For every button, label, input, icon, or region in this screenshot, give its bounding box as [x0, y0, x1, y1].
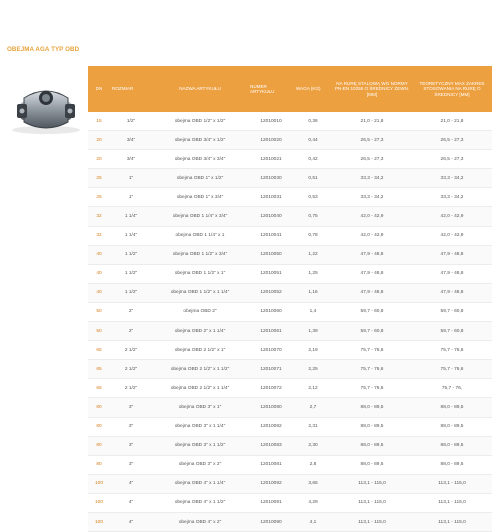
table-row	[88, 398, 492, 417]
cell-dn: 100	[88, 512, 110, 531]
cell-pipe: 88,0 - 89,5	[332, 417, 412, 436]
cell-pipe: 59,7 - 60,8	[332, 322, 412, 341]
cell-name: obejma OBD 4" x 2"	[152, 512, 248, 531]
cell-pipe: 88,0 - 89,5	[332, 436, 412, 455]
cell-name: obejma OBD 1 1/4" x 1	[152, 226, 248, 245]
cell-dn: 80	[88, 417, 110, 436]
cell-number: 12010083	[248, 436, 294, 455]
cell-pipe: 47,9 - 48,8	[332, 245, 412, 264]
table-row	[88, 512, 492, 531]
cell-weight: 0,42	[294, 150, 332, 169]
cell-pipe: 33,3 - 34,2	[332, 188, 412, 207]
cell-theoretical: 42,0 - 42,9	[412, 226, 492, 245]
cell-weight: 1,39	[294, 322, 332, 341]
cell-size: 4"	[110, 512, 152, 531]
cell-name: obejma OBD 1 1/2" x 1 1/4"	[152, 283, 248, 302]
cell-size: 1/2"	[110, 112, 152, 131]
cell-theoretical: 113,1 - 115,0	[412, 493, 492, 512]
cell-number: 12010061	[248, 322, 294, 341]
cell-name: obejma OBD 4" x 1 1/4"	[152, 474, 248, 493]
pipe-clamp-image	[6, 80, 86, 136]
cell-number: 12010091	[248, 493, 294, 512]
cell-number: 12010051	[248, 264, 294, 283]
cell-theoretical: 33,3 - 34,2	[412, 169, 492, 188]
cell-theoretical: 75,7 - 76,	[412, 379, 492, 398]
cell-size: 4"	[110, 474, 152, 493]
cell-number: 12010060	[248, 302, 294, 321]
table-row	[88, 283, 492, 302]
cell-number: 12010040	[248, 207, 294, 226]
col-size: ROZMIAR	[110, 66, 152, 112]
col-pipe: NA RURĘ STALOWĄ WG NORMY PN-EN 10255 O ŚREDNICY ZEWN. [MM]	[332, 66, 412, 112]
cell-size: 2 1/2"	[110, 341, 152, 360]
cell-size: 1 1/2"	[110, 283, 152, 302]
cell-theoretical: 47,9 - 48,8	[412, 264, 492, 283]
cell-theoretical: 113,1 - 115,0	[412, 512, 492, 531]
cell-size: 2 1/2"	[110, 379, 152, 398]
cell-pipe: 26,5 - 27,3	[332, 150, 412, 169]
table-row	[88, 302, 492, 321]
cell-pipe: 75,7 - 76,6	[332, 360, 412, 379]
cell-name: obejma OBD 3/4" x 3/4"	[152, 150, 248, 169]
cell-size: 1"	[110, 188, 152, 207]
cell-dn: 80	[88, 455, 110, 474]
cell-number: 12010070	[248, 341, 294, 360]
cell-dn: 40	[88, 283, 110, 302]
cell-dn: 15	[88, 112, 110, 131]
cell-number: 12010081	[248, 455, 294, 474]
cell-theoretical: 88,0 - 89,5	[412, 398, 492, 417]
table-row	[88, 493, 492, 512]
cell-weight: 1,16	[294, 283, 332, 302]
table-row	[88, 379, 492, 398]
cell-dn: 80	[88, 398, 110, 417]
cell-weight: 0,53	[294, 188, 332, 207]
cell-theoretical: 33,3 - 34,2	[412, 188, 492, 207]
cell-theoretical: 59,7 - 60,8	[412, 322, 492, 341]
table-row	[88, 112, 492, 131]
cell-pipe: 88,0 - 89,5	[332, 455, 412, 474]
cell-theoretical: 88,0 - 89,5	[412, 417, 492, 436]
cell-name: obejma OBD 2 1/2" x 1 1/2"	[152, 360, 248, 379]
cell-weight: 2,12	[294, 379, 332, 398]
cell-dn: 40	[88, 245, 110, 264]
cell-size: 3"	[110, 417, 152, 436]
cell-weight: 0,51	[294, 169, 332, 188]
cell-theoretical: 59,7 - 60,8	[412, 302, 492, 321]
cell-number: 12010020	[248, 131, 294, 150]
cell-pipe: 75,7 - 76,6	[332, 379, 412, 398]
cell-size: 3/4"	[110, 150, 152, 169]
cell-name: obejma OBD 2 1/2" x 1"	[152, 341, 248, 360]
cell-dn: 25	[88, 188, 110, 207]
cell-theoretical: 26,5 - 27,3	[412, 131, 492, 150]
cell-dn: 40	[88, 264, 110, 283]
cell-size: 3/4"	[110, 131, 152, 150]
cell-size: 1 1/4"	[110, 226, 152, 245]
cell-pipe: 33,3 - 34,2	[332, 169, 412, 188]
col-number: NUMER ARTYKUŁU	[248, 66, 294, 112]
cell-dn: 32	[88, 226, 110, 245]
cell-weight: 1,4	[294, 302, 332, 321]
cell-theoretical: 75,7 - 76,6	[412, 360, 492, 379]
cell-number: 12010010	[248, 112, 294, 131]
cell-name: obejma OBD 3" x 1 1/4"	[152, 417, 248, 436]
cell-pipe: 113,1 - 115,0	[332, 474, 412, 493]
cell-number: 12010031	[248, 188, 294, 207]
cell-weight: 0,75	[294, 207, 332, 226]
cell-dn: 65	[88, 379, 110, 398]
cell-weight: 3,65	[294, 474, 332, 493]
cell-theoretical: 75,7 - 76,6	[412, 341, 492, 360]
cell-theoretical: 47,9 - 48,8	[412, 283, 492, 302]
cell-size: 2"	[110, 322, 152, 341]
cell-dn: 20	[88, 150, 110, 169]
table-row	[88, 188, 492, 207]
cell-pipe: 26,5 - 27,3	[332, 131, 412, 150]
table-row	[88, 245, 492, 264]
cell-name: obejma OBD 1" x 1/2"	[152, 169, 248, 188]
table-row	[88, 436, 492, 455]
cell-dn: 25	[88, 169, 110, 188]
cell-pipe: 59,7 - 60,8	[332, 302, 412, 321]
page-title: OBEJMA AGA TYP OBD	[7, 46, 80, 53]
cell-weight: 2,8	[294, 455, 332, 474]
table-row	[88, 322, 492, 341]
cell-name: obejma OBD 1 1/4" x 3/4"	[152, 207, 248, 226]
cell-pipe: 113,1 - 115,0	[332, 493, 412, 512]
cell-name: obejma OBD 1 1/2" x 1"	[152, 264, 248, 283]
cell-dn: 65	[88, 360, 110, 379]
table-row	[88, 417, 492, 436]
table-row	[88, 169, 492, 188]
cell-theoretical: 113,1 - 115,0	[412, 474, 492, 493]
table-row	[88, 131, 492, 150]
table-row	[88, 226, 492, 245]
cell-name: obejma OBD 1 1/2" x 3/4"	[152, 245, 248, 264]
table-row	[88, 264, 492, 283]
cell-size: 4"	[110, 493, 152, 512]
cell-name: obejma OBD 1/2" x 1/2"	[152, 112, 248, 131]
cell-number: 12010030	[248, 169, 294, 188]
cell-theoretical: 42,0 - 42,9	[412, 207, 492, 226]
cell-pipe: 88,0 - 89,5	[332, 398, 412, 417]
col-theoretical: TEORETYCZNY MAX ZAKRES STOSOWANIA NA RURĘ O ŚREDNICY [MM]	[412, 66, 492, 112]
cell-theoretical: 88,0 - 89,5	[412, 455, 492, 474]
cell-weight: 1,22	[294, 245, 332, 264]
cell-dn: 50	[88, 322, 110, 341]
cell-pipe: 21,0 - 21,8	[332, 112, 412, 131]
cell-weight: 0,44	[294, 131, 332, 150]
cell-number: 12010071	[248, 360, 294, 379]
cell-number: 12010050	[248, 245, 294, 264]
product-table	[88, 66, 492, 532]
cell-name: obejma OBD 2" x 1 1/4"	[152, 322, 248, 341]
cell-weight: 2,25	[294, 360, 332, 379]
cell-number: 12010052	[248, 283, 294, 302]
cell-weight: 2,7	[294, 398, 332, 417]
cell-weight: 4,1	[294, 512, 332, 531]
cell-weight: 2,19	[294, 341, 332, 360]
table-row	[88, 474, 492, 493]
cell-size: 3"	[110, 455, 152, 474]
cell-number: 12010080	[248, 398, 294, 417]
cell-name: obejma OBD 3" x 1"	[152, 398, 248, 417]
cell-dn: 80	[88, 436, 110, 455]
cell-name: obejma OBD 2 1/2" x 1 1/4"	[152, 379, 248, 398]
cell-pipe: 42,0 - 42,9	[332, 226, 412, 245]
cell-pipe: 113,1 - 115,0	[332, 512, 412, 531]
cell-weight: 2,30	[294, 436, 332, 455]
cell-number: 12010072	[248, 379, 294, 398]
cell-theoretical: 26,5 - 27,3	[412, 150, 492, 169]
cell-size: 3"	[110, 436, 152, 455]
cell-name: obejma OBD 3" x 2"	[152, 455, 248, 474]
cell-dn: 100	[88, 493, 110, 512]
cell-size: 1 1/2"	[110, 264, 152, 283]
cell-size: 3"	[110, 398, 152, 417]
table-row	[88, 360, 492, 379]
col-name: NAZWA ARTYKUŁU	[152, 66, 248, 112]
cell-dn: 20	[88, 131, 110, 150]
cell-pipe: 42,0 - 42,9	[332, 207, 412, 226]
cell-dn: 100	[88, 474, 110, 493]
cell-weight: 1,25	[294, 264, 332, 283]
col-dn: DN	[88, 66, 110, 112]
cell-dn: 32	[88, 207, 110, 226]
cell-weight: 4,29	[294, 493, 332, 512]
cell-number: 12010090	[248, 512, 294, 531]
cell-name: obejma OBD 1" x 3/4"	[152, 188, 248, 207]
cell-size: 1"	[110, 169, 152, 188]
table-row	[88, 341, 492, 360]
cell-name: obejma OBD 4" x 1 1/2"	[152, 493, 248, 512]
cell-pipe: 47,9 - 48,8	[332, 264, 412, 283]
cell-dn: 65	[88, 341, 110, 360]
table-row	[88, 455, 492, 474]
table-row	[88, 150, 492, 169]
cell-number: 12010021	[248, 150, 294, 169]
table-header	[88, 66, 492, 112]
cell-number: 12010092	[248, 474, 294, 493]
cell-name: obejma OBD 3/4" x 1/2"	[152, 131, 248, 150]
cell-dn: 50	[88, 302, 110, 321]
cell-pipe: 75,7 - 76,6	[332, 341, 412, 360]
cell-theoretical: 88,0 - 89,5	[412, 436, 492, 455]
cell-theoretical: 21,0 - 21,8	[412, 112, 492, 131]
cell-weight: 0,78	[294, 226, 332, 245]
cell-number: 12010082	[248, 417, 294, 436]
cell-size: 2"	[110, 302, 152, 321]
cell-size: 1 1/4"	[110, 207, 152, 226]
cell-size: 2 1/2"	[110, 360, 152, 379]
cell-size: 1 1/2"	[110, 245, 152, 264]
cell-name: obejma OBD 2"	[152, 302, 248, 321]
cell-theoretical: 47,9 - 48,8	[412, 245, 492, 264]
cell-weight: 0,36	[294, 112, 332, 131]
table-row	[88, 207, 492, 226]
col-weight: WAGA (KG)	[294, 66, 332, 112]
cell-pipe: 47,9 - 48,8	[332, 283, 412, 302]
cell-name: obejma OBD 3" x 1 1/2"	[152, 436, 248, 455]
cell-number: 12010041	[248, 226, 294, 245]
cell-weight: 2,31	[294, 417, 332, 436]
